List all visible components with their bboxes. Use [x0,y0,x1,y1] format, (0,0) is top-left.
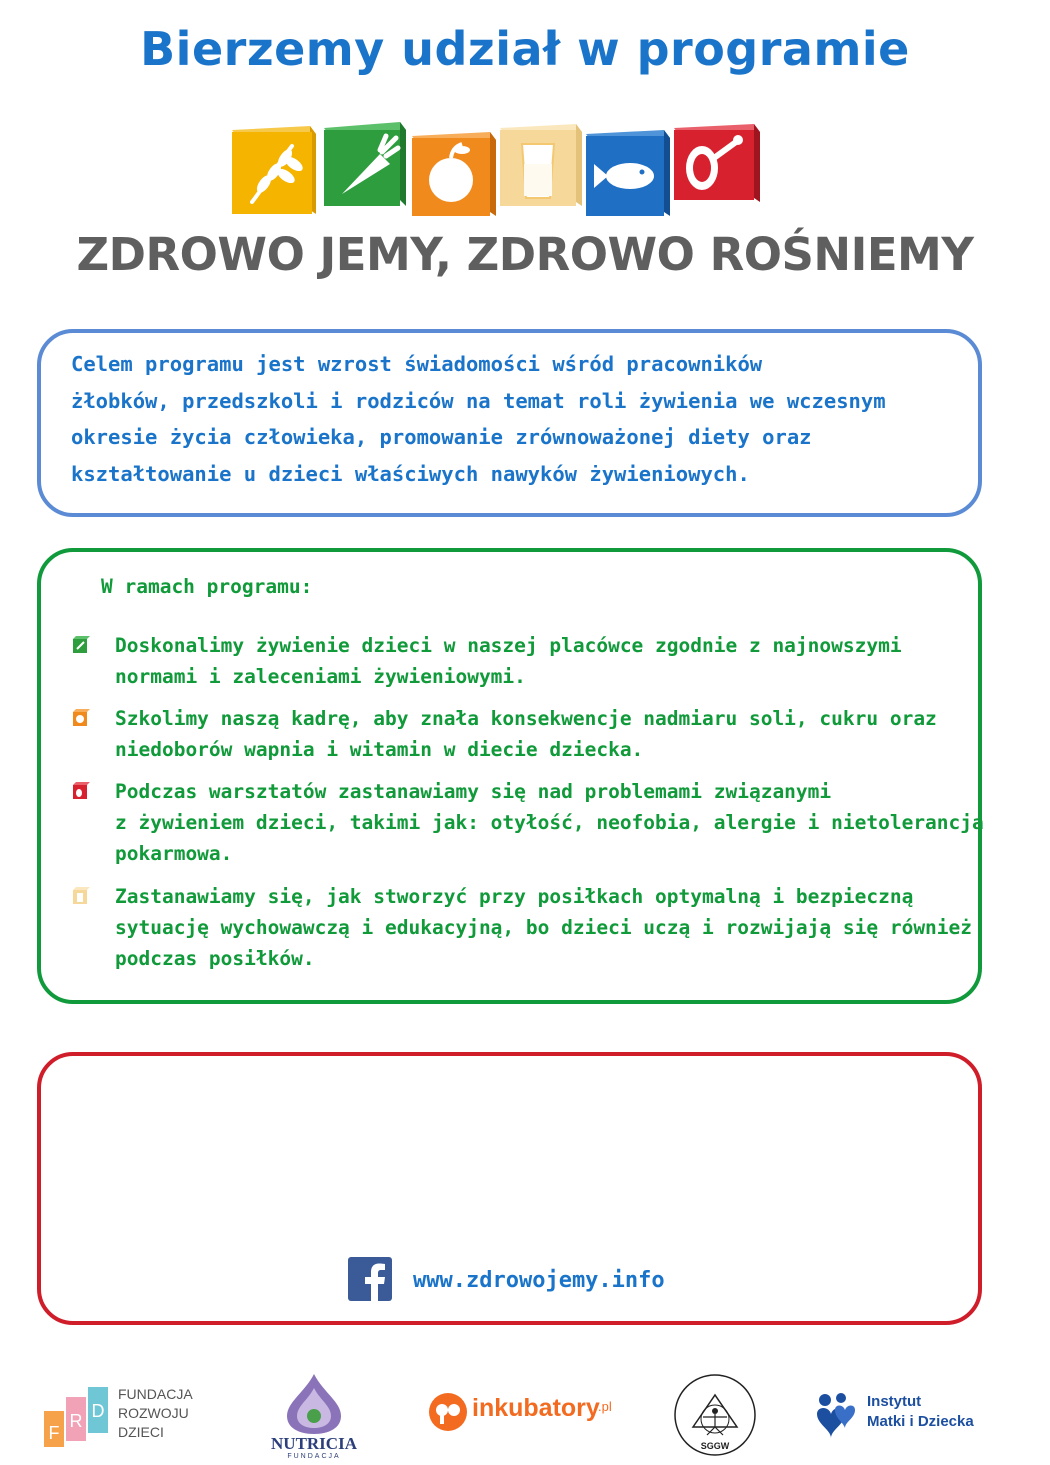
nutricia-name: NUTRICIA [271,1434,357,1453]
logo-sggw [667,1371,763,1461]
cream-cube-icon [72,887,90,905]
inkubatory-mark-icon [428,1392,468,1432]
program-slogan: ZDROWO JEMY, ZDROWO ROŚNIEMY [76,228,974,281]
list-item-line: normami i zaleceniami żywieniowymi. [115,665,526,688]
goal-text [71,346,971,492]
logo-instytut-matki-i-dziecka [813,1390,1013,1440]
frd-line: ROZWOJU [118,1405,189,1421]
list-item-line: podczas posiłków. [115,947,315,970]
list-item-line: sytuację wychowawczą i edukacyjną, bo dzieci uczą i rozwijają się również [115,916,973,939]
carrot-icon [324,122,406,206]
goal-line: żłobków, przedszkoli i rodziców na temat roli żywienia we wczesnym [71,388,886,413]
orange-cube-icon [72,709,90,727]
list-item-line: Zastanawiamy się, jak stworzyć przy posiłkach optymalną i bezpieczną [115,885,914,908]
frd-letter: D [91,1401,105,1421]
wheat-icon [232,126,316,214]
frd-letter: R [69,1411,83,1431]
frd-line: FUNDACJA [118,1386,193,1402]
milk-glass-icon [500,124,582,206]
red-cube-icon [72,782,90,800]
website-link[interactable]: www.zdrowojemy.info [413,1268,665,1293]
apple-icon [412,132,496,216]
logo-frd [44,1385,193,1451]
logo-nutricia [255,1372,373,1460]
list-item-line: niedoborów wapnia i witamin w diecie dziecka. [115,738,644,761]
hearts-icon [813,1392,859,1440]
imid-line: Matki i Dziecka [867,1413,974,1430]
program-logo-blocks [230,118,790,222]
drop-icon [283,1372,345,1434]
ham-icon [674,124,760,202]
list-item-line: pokarmowa. [115,842,233,865]
inkubatory-tld: .pl [598,1399,612,1414]
frd-line: DZIECI [118,1424,164,1440]
goal-line: okresie życia człowieka, promowanie zrównoważonej diety oraz [71,425,812,449]
fish-icon [586,130,670,216]
green-cube-icon [72,636,90,654]
vitruvian-seal-icon [667,1371,763,1461]
frd-letters-icon [44,1385,112,1451]
imid-line: Instytut [867,1393,922,1410]
inkubatory-name: inkubatory [472,1394,600,1422]
facebook-icon[interactable] [348,1257,392,1301]
list-item-line: Szkolimy naszą kadrę, aby znała konsekwencje nadmiaru soli, cukru oraz [115,707,937,730]
program-lead: W ramach programu: [101,575,313,598]
list-item-line: z żywieniem dzieci, takimi jak: otyłość, neofobia, alergie i nietolerancja [115,811,984,834]
nutricia-sub: FUNDACJA [287,1453,341,1460]
list-item-line: Podczas warsztatów zastanawiamy się nad problemami związanymi [115,780,832,803]
frd-letter: F [48,1423,60,1443]
logo-inkubatory [428,1390,628,1434]
list-item-line: Doskonalimy żywienie dzieci w naszej placówce zgodnie z najnowszymi [115,634,902,657]
goal-line: Celem programu jest wzrost świadomości wśród pracowników [71,352,763,376]
goal-line: kształtowanie u dzieci właściwych nawyków żywieniowych. [71,461,750,486]
sggw-name: SGGW [700,1441,730,1451]
page-title: Bierzemy udział w programie [140,22,910,76]
